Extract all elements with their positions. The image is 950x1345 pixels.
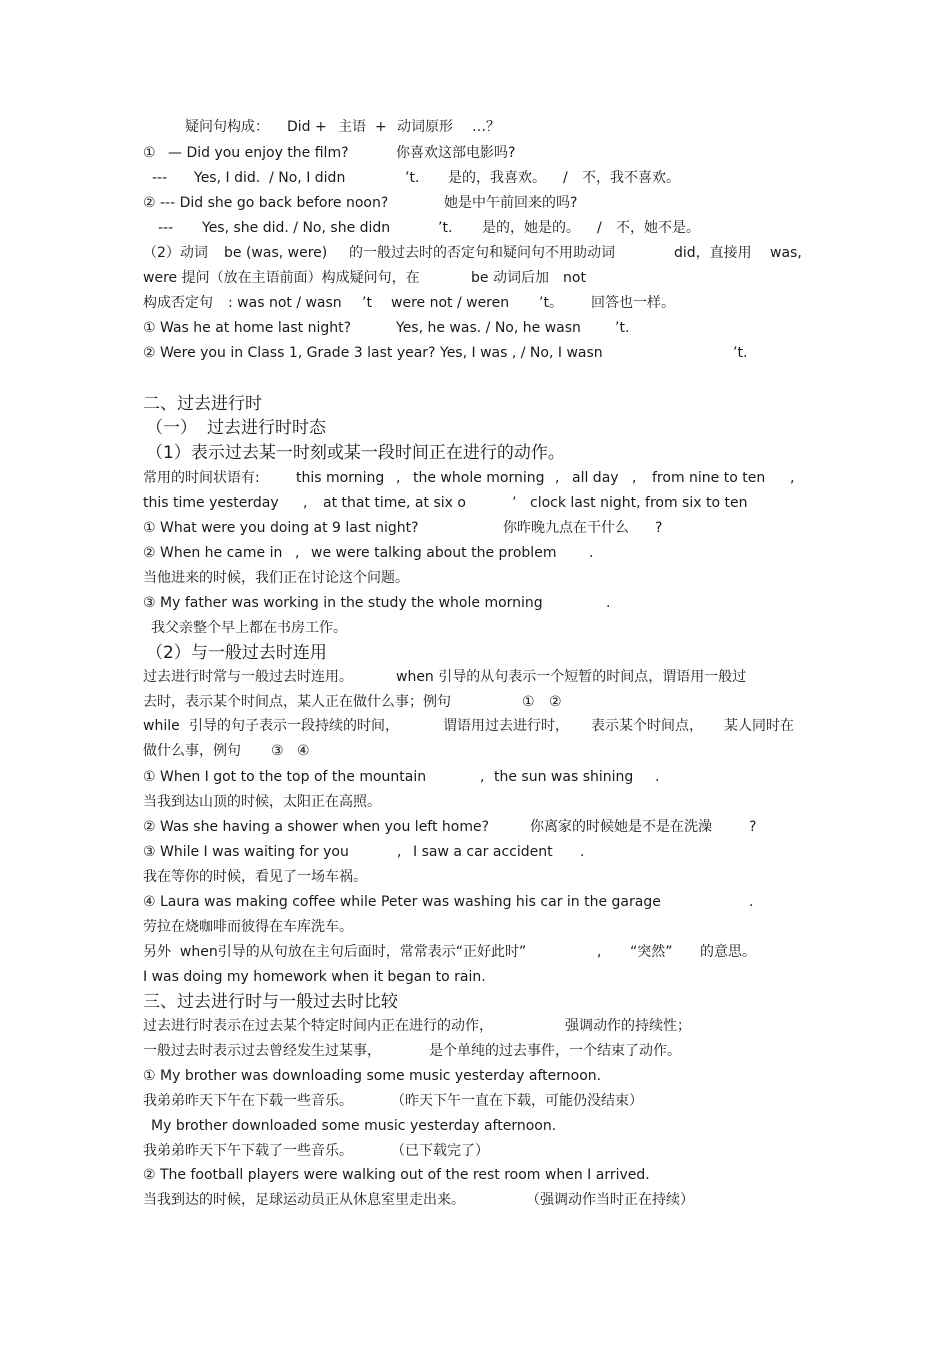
text-segment: ① <box>522 694 535 710</box>
text-segment: was, <box>770 245 802 261</box>
text-segment: （1）表示过去某一时刻或某一段时间正在进行的动作。 <box>146 443 565 463</box>
text-segment: （强调动作当时正在持续） <box>526 1192 694 1208</box>
text-segment: this time yesterday <box>143 495 279 511</box>
text-segment: all day <box>572 470 619 486</box>
text-segment: 你离家的时候她是不是在洗澡 <box>530 819 712 835</box>
text-segment: 三、过去进行时与一般过去时比较 <box>143 992 398 1012</box>
text-segment: . <box>589 545 594 561</box>
text-segment: 疑问句构成： <box>185 119 269 135</box>
text-segment: 动词原形 <box>397 119 453 135</box>
text-segment: 当我到达的时候，足球运动员正从休息室里走出来。 <box>143 1192 465 1208</box>
text-segment: the whole morning <box>413 470 545 486</box>
text-segment: 去时，表示某个时间点，某人正在做什么事；例句 <box>143 694 451 710</box>
text-segment: My brother downloaded some music yesterday afternoon. <box>151 1118 557 1134</box>
text-segment: ② Were you in Class 1, Grade 3 last year? <box>143 345 436 361</box>
text-segment: 回答也一样。 <box>591 295 675 311</box>
text-segment: 劳拉在烧咖啡而彼得在车库洗车。 <box>143 919 353 935</box>
text-segment: 我在等你的时候，看见了一场车祸。 <box>143 869 367 885</box>
text-segment: were not / weren <box>391 295 510 311</box>
text-segment: --- <box>152 170 168 186</box>
text-segment: 过去进行时时态 <box>207 418 326 438</box>
text-segment: ’t. <box>405 170 420 186</box>
text-segment: , <box>303 495 308 511</box>
text-segment: Did + <box>287 119 327 135</box>
text-segment: at that time, at six o <box>323 495 466 511</box>
text-segment: 构成否定句 <box>143 295 213 311</box>
text-segment: 主语 <box>338 119 366 135</box>
text-segment: / <box>563 170 568 186</box>
text-segment: ? <box>749 819 757 835</box>
text-segment: 二、过去进行时 <box>143 394 262 414</box>
text-segment: be 动词后加 <box>471 270 549 286</box>
text-segment: : was not / wasn <box>228 295 342 311</box>
text-segment: ② Was she having a shower when you left home? <box>143 819 490 835</box>
text-segment: , <box>480 769 485 785</box>
text-segment: , <box>790 470 795 486</box>
text-segment: ’t. <box>733 345 748 361</box>
text-segment: 是的，我喜欢。 <box>448 170 546 186</box>
text-segment: , <box>632 470 637 486</box>
text-segment: clock last night, from six to ten <box>530 495 748 511</box>
text-segment: 我父亲整个早上都在书房工作。 <box>151 620 347 636</box>
text-segment: ’t。 <box>539 295 563 311</box>
text-segment: 是个单纯的过去事件，一个结束了动作。 <box>429 1043 681 1059</box>
text-segment: ① <box>143 145 156 161</box>
text-segment: ④ Laura was making coffee while Peter was washing his car in the garage <box>143 894 661 910</box>
text-segment: 是的，她是的。 <box>482 220 580 236</box>
text-segment: 她是中午前回来的吗? <box>444 195 578 211</box>
text-segment: 不，她不是。 <box>616 220 700 236</box>
text-segment: 强调动作的持续性； <box>565 1018 691 1034</box>
text-segment: （2）与一般过去时连用 <box>146 643 327 663</box>
text-segment: ? <box>655 520 663 536</box>
text-segment: 常用的时间状语有: <box>143 470 260 486</box>
text-segment: ② The football players were walking out of the rest room when I arrived. <box>143 1167 650 1183</box>
text-segment: ’t <box>362 295 372 311</box>
text-segment: ④ <box>297 743 310 759</box>
text-segment: （昨天下午一直在下载，可能仍没结束） <box>391 1093 643 1109</box>
text-segment: 不，我不喜欢。 <box>582 170 680 186</box>
text-segment: ’t. <box>438 220 453 236</box>
text-segment: , <box>396 470 401 486</box>
text-segment: Yes, I did. / No, I didn <box>194 170 346 186</box>
text-segment: ① My brother was downloading some music yesterday afternoon. <box>143 1068 602 1084</box>
text-segment: Yes, I was , / No, I wasn <box>440 345 603 361</box>
text-segment: . <box>749 894 754 910</box>
text-segment: I saw a car accident <box>413 844 553 860</box>
text-segment: --- <box>158 220 174 236</box>
text-segment: ② When he came in <box>143 545 283 561</box>
text-segment: “突然” <box>630 944 673 960</box>
text-segment: . <box>606 595 611 611</box>
text-segment: we were talking about the problem <box>311 545 557 561</box>
text-segment: 谓语用过去进行时， <box>443 718 569 734</box>
text-segment: 一般过去时表示过去曾经发生过某事， <box>143 1043 381 1059</box>
text-segment: ① What were you doing at 9 last night? <box>143 520 419 536</box>
text-segment: 另外 when引导的从句放在主句后面时，常常表示“正好此时” <box>143 944 527 960</box>
text-segment: + <box>375 119 387 135</box>
text-segment: 当我到达山顶的时候，太阳正在高照。 <box>143 794 381 810</box>
text-segment: Yes, she did. / No, she didn <box>202 220 391 236</box>
text-segment: 我弟弟昨天下午在下载一些音乐。 <box>143 1093 353 1109</box>
text-segment: ② --- Did she go back before noon? <box>143 195 389 211</box>
text-segment: （2）动词 <box>143 245 208 261</box>
text-segment: Yes, he was. / No, he wasn <box>396 320 581 336</box>
text-segment: / <box>597 220 602 236</box>
text-segment: , <box>597 944 602 960</box>
text-segment: ① Was he at home last night? <box>143 320 352 336</box>
text-segment: 的一般过去时的否定句和疑问句不用助动词 <box>349 245 615 261</box>
text-segment: 过去进行时常与一般过去时连用。 <box>143 669 353 685</box>
text-segment: . <box>580 844 585 860</box>
text-segment: 的意思。 <box>700 944 756 960</box>
text-segment: were 提问（放在主语前面）构成疑问句，在 <box>143 270 420 286</box>
text-segment: （一） <box>146 418 197 438</box>
text-segment: while <box>143 718 180 734</box>
text-segment: , <box>555 470 560 486</box>
text-segment: did，直接用 <box>674 245 752 261</box>
text-segment: this morning <box>296 470 385 486</box>
text-segment: ① When I got to the top of the mountain <box>143 769 427 785</box>
text-segment: 引导的句子表示一段持续的时间， <box>189 718 399 734</box>
text-segment: 当他进来的时候，我们正在讨论这个问题。 <box>143 570 409 586</box>
text-segment: 我弟弟昨天下午下载了一些音乐。 <box>143 1143 353 1159</box>
text-segment: 某人同时在 <box>724 718 794 734</box>
text-segment: , <box>295 545 300 561</box>
text-segment: from nine to ten <box>652 470 766 486</box>
text-segment: ③ <box>271 743 284 759</box>
text-segment: 做什么事，例句 <box>143 743 241 759</box>
text-segment: （已下载完了） <box>391 1143 489 1159</box>
text-segment: when 引导的从句表示一个短暂的时间点，谓语用一般过 <box>396 669 747 685</box>
text-segment: 你昨晚九点在干什么 <box>503 520 629 536</box>
text-segment: ’ <box>512 495 517 511</box>
text-segment: the sun was shining <box>494 769 634 785</box>
text-segment: , <box>397 844 402 860</box>
text-segment: ’t. <box>615 320 630 336</box>
text-segment: 过去进行时表示在过去某个特定时间内正在进行的动作， <box>143 1018 493 1034</box>
text-segment: be (was, were) <box>224 245 328 261</box>
text-segment: …？ <box>472 119 500 135</box>
text-segment: ③ While I was waiting for you <box>143 844 349 860</box>
text-segment: — Did you enjoy the film? <box>168 145 349 161</box>
text-segment: I was doing my homework when it began to rain. <box>143 969 486 985</box>
text-segment: ③ My father was working in the study the whole morning <box>143 595 543 611</box>
text-segment: . <box>655 769 660 785</box>
text-segment: ② <box>549 694 562 710</box>
text-segment: 你喜欢这部电影吗? <box>396 145 516 161</box>
text-segment: 表示某个时间点， <box>591 718 703 734</box>
text-segment: not <box>563 270 586 286</box>
